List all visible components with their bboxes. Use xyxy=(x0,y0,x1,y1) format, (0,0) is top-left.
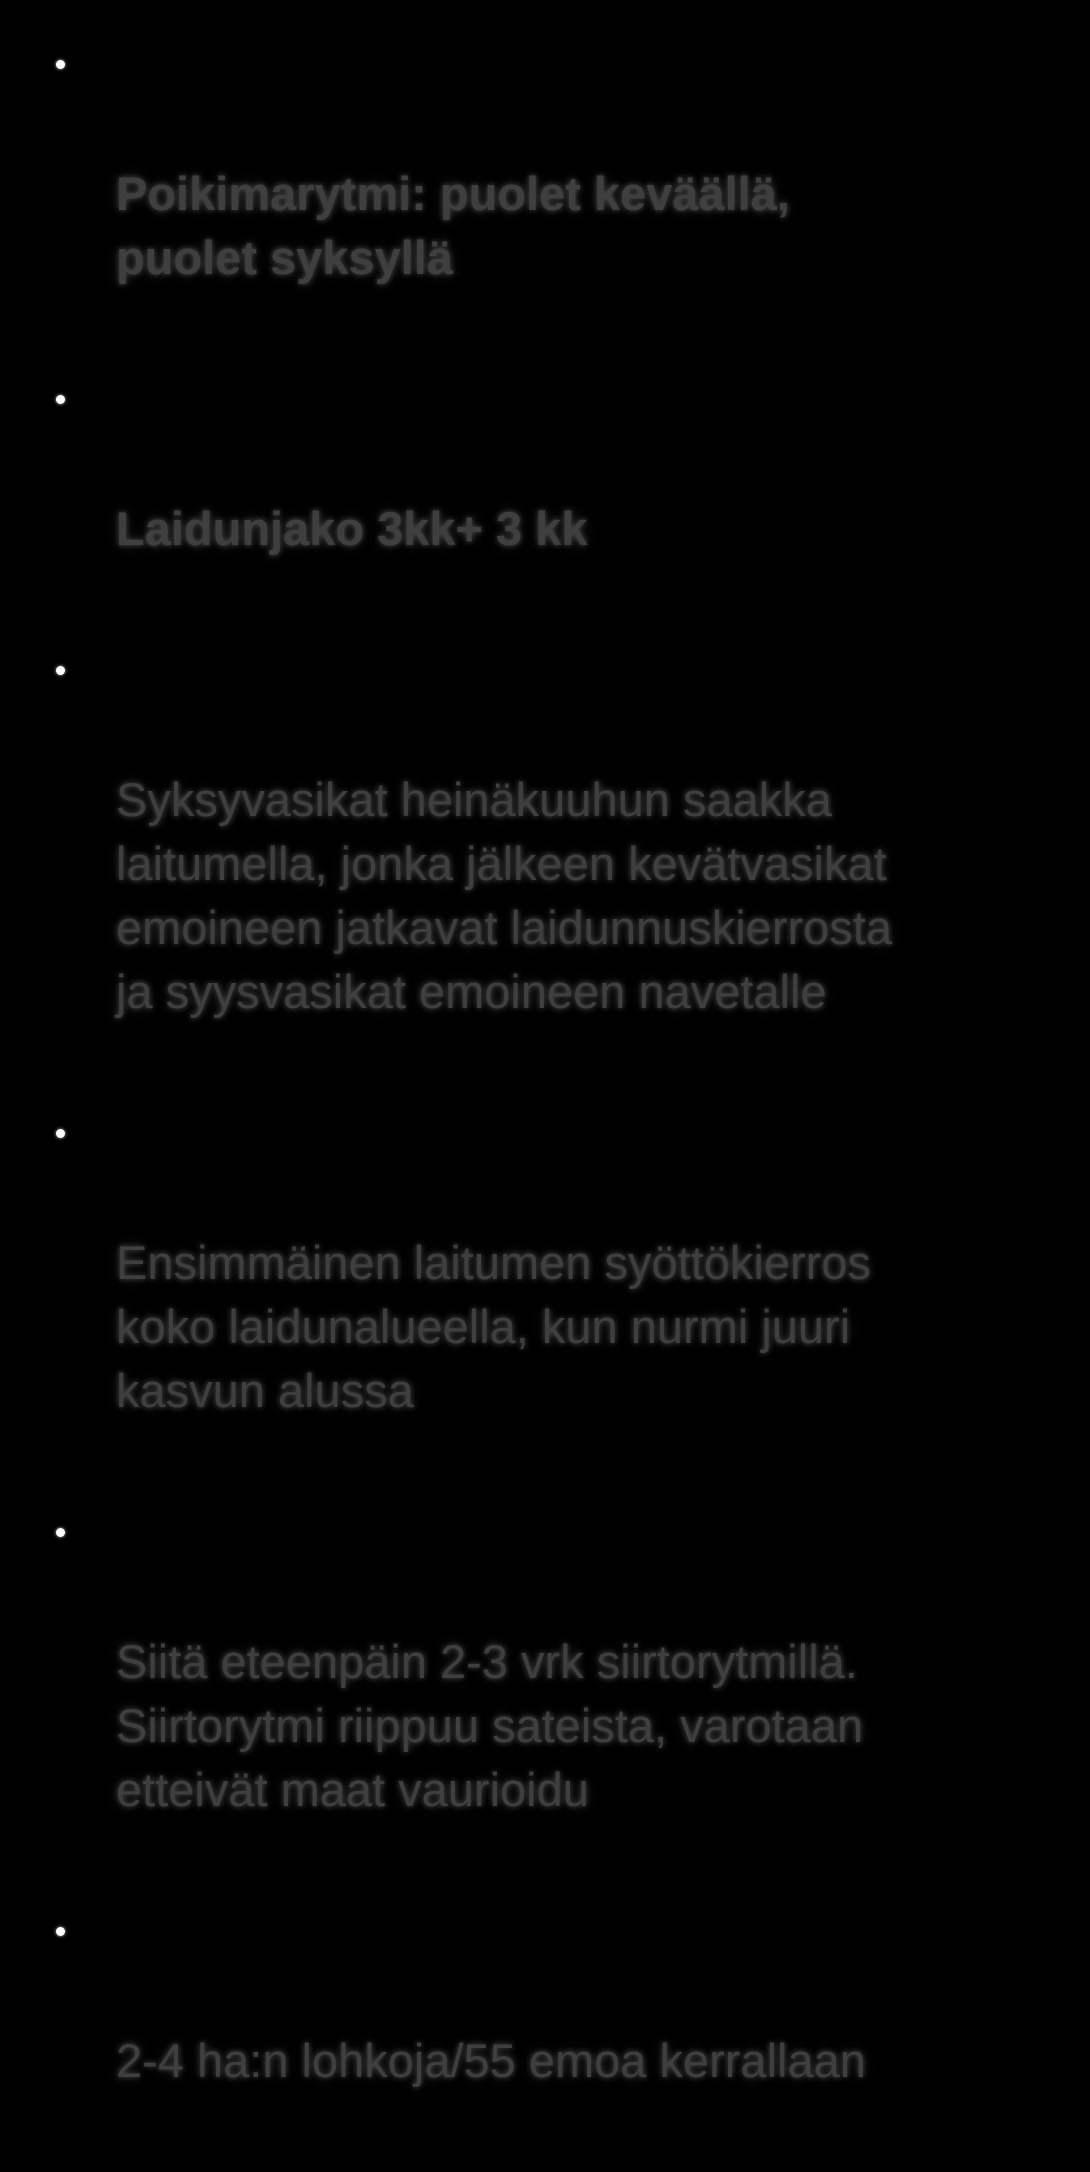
bullet-item-rotation-rhythm xyxy=(0,1502,1090,1886)
bullet-dot-icon xyxy=(56,666,65,675)
bullet-text: 2-4 ha:n lohkoja/55 emoa kerrallaan xyxy=(116,2034,866,2087)
bullet-text: Poikimarytmi: puolet keväällä, puolet syksyllä xyxy=(116,167,790,284)
bullet-text: Syksyvasikat heinäkuuhun saakka laitumella, jonka jälkeen kevätvasikat emoineen jatkavat laidunnuskierrosta ja syysvasikat emoineen navetalle xyxy=(116,773,892,1018)
bullet-dot-icon xyxy=(56,60,65,69)
bullet-item-first-grazing-round xyxy=(0,1103,1090,1487)
bullet-dot-icon xyxy=(56,1927,65,1936)
bullet-text: Siitä eteenpäin 2-3 vrk siirtorytmillä. Siirtorytmi riippuu sateista, varotaan etteivät maat vaurioidu xyxy=(116,1635,864,1816)
bullet-dot-icon xyxy=(56,1528,65,1537)
bullet-text: Laidunjako 3kk+ 3 kk xyxy=(116,502,588,555)
bullet-list xyxy=(0,34,1090,2172)
bullet-item-autumn-calves xyxy=(0,640,1090,1088)
bullet-item-paddock-size xyxy=(0,1901,1090,2157)
bullet-item-pasture-split xyxy=(0,369,1090,625)
bullet-item-calving-rhythm xyxy=(0,34,1090,354)
bullet-text: Ensimmäinen laitumen syöttökierros koko laidunalueella, kun nurmi juuri kasvun alussa xyxy=(116,1236,871,1417)
bullet-dot-icon xyxy=(56,395,65,404)
bullet-dot-icon xyxy=(56,1129,65,1138)
